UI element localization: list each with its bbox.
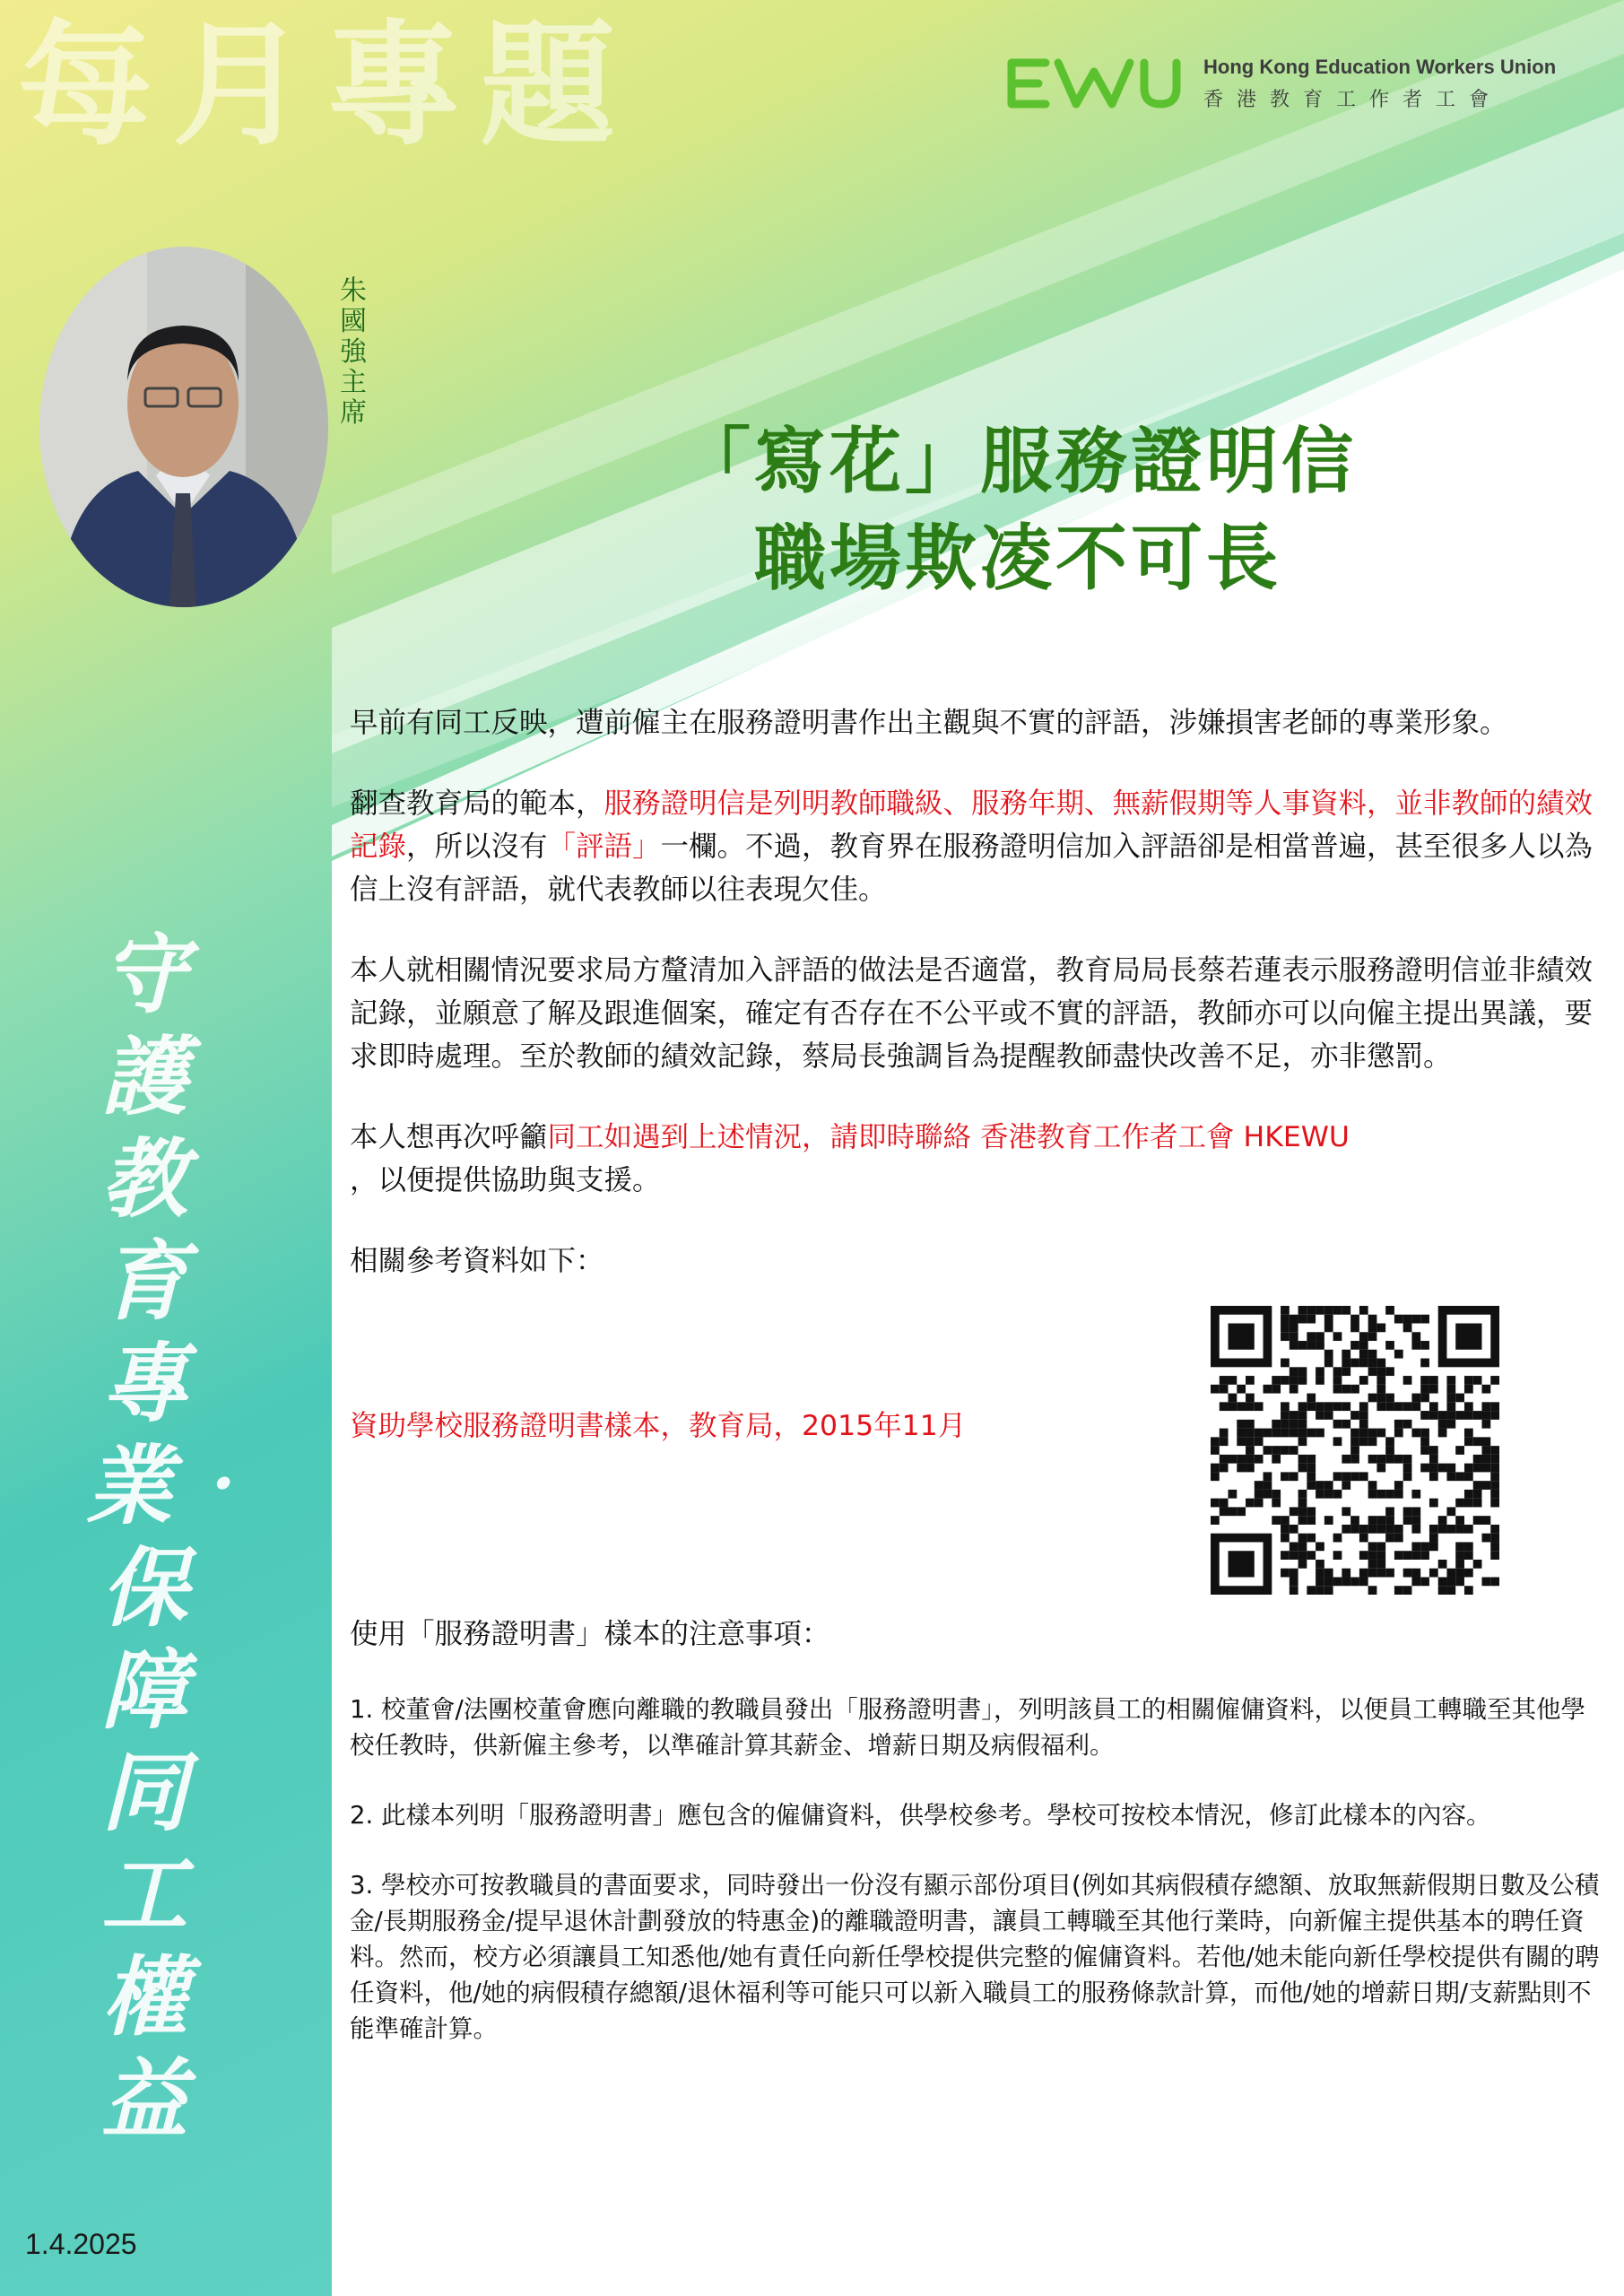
union-name-en: Hong Kong Education Workers Union	[1203, 56, 1557, 78]
reference-row	[350, 1306, 1605, 1575]
p2-text-c: 一欄。不過，教育界在服務證明信加入評語卻是相當普遍，甚至很多人以為信上沒有評語，就代表教師以往表現欠佳。	[350, 831, 1594, 906]
chairman-photo	[39, 247, 328, 607]
paragraph-4	[350, 1116, 1605, 1202]
note-item-3: 3. 學校亦可按教職員的書面要求，同時發出一份沒有顯示部份項目(例如其病假積存總額、放取無薪假期日數及公積金/長期服務金/提早退休計劃發放的特惠金)的離職證明書，讓員工轉職至其他行業時，向新僱主提供基本的聘任資料。然而，校方必須讓員工知悉他/她有責任向新任學校提供完整的僱傭資料。若他/她未能向新任學校提供有關的聘任資料，他/她的病假積存總額/退休福利等可能只可以新入職員工的服務條款計算，而他/她的增薪日期/支薪點則不能準確計算。	[350, 1871, 1600, 2043]
p2-text-b: ，所以沒有	[406, 831, 548, 863]
author-name: 朱國強主席	[340, 275, 367, 429]
note-item-2: 2. 此樣本列明「服務證明書」應包含的僱傭資料，供學校參考。學校可按校本情況，修訂此樣本的內容。	[350, 1801, 1491, 1830]
notes-heading: 使用「服務證明書」樣本的注意事項：	[350, 1618, 830, 1650]
union-name-zh: 香港教育工作者工會	[1203, 89, 1503, 111]
note-item-1: 1. 校董會/法團校董會應向離職的教職員發出「服務證明書」，列明該員工的相關僱傭資料，以便員工轉職至其他學校任教時，供新僱主參考，以準確計算其薪金、增薪日期及病假福利。	[350, 1695, 1585, 1760]
title-line-1: 「寫花」服務證明信	[679, 419, 1357, 503]
notes-section	[350, 1613, 1605, 2047]
paragraph-3: 本人就相關情況要求局方釐清加入評語的做法是否適當，教育局局長蔡若蓮表示服務證明信並非績效記錄，並願意了解及跟進個案，確定有否存在不公平或不實的評語，教師亦可以向僱主提出異議，要求即時處理。至於教師的績效記錄，蔡局長強調旨為提醒教師盡快改善不足，亦非懲罰。	[350, 954, 1594, 1073]
p2-text-a: 翻查教育局的範本，	[350, 787, 604, 820]
title-line-2: 職場欺凌不可長	[754, 516, 1281, 600]
article-body	[350, 701, 1605, 2081]
p4-highlight: 同工如遇到上述情況，請即時聯絡 香港教育工作者工會 HKEWU	[547, 1121, 1350, 1153]
p2-highlight: 服務證明信是列明教師職級、服務年期、無薪假期等人事資料，並非教師的績效記錄	[350, 787, 1594, 863]
p4-text-b: ，以便提供協助與支援。	[350, 1164, 661, 1196]
reference-link[interactable]: 資助學校服務證明書樣本，教育局，2015年11月	[350, 1410, 967, 1442]
banner-title: 每月專題	[18, 6, 636, 164]
issue-date: 1.4.2025	[25, 2228, 137, 2260]
paragraph-1: 早前有同工反映，遭前僱主在服務證明書作出主觀與不實的評語，涉嫌損害老師的專業形象。	[350, 707, 1508, 739]
qr-code[interactable]	[1211, 1306, 1499, 1595]
reference-heading: 相關參考資料如下：	[350, 1245, 604, 1277]
p4-text-a: 本人想再次呼籲	[350, 1121, 548, 1153]
paragraph-2	[350, 782, 1605, 911]
union-logo	[1003, 52, 1191, 115]
slogan-vertical: 守護教育專業‧保障同工權益	[86, 924, 258, 2150]
p2-highlight-2: 「評語」	[547, 831, 661, 863]
article-title	[489, 413, 1547, 606]
